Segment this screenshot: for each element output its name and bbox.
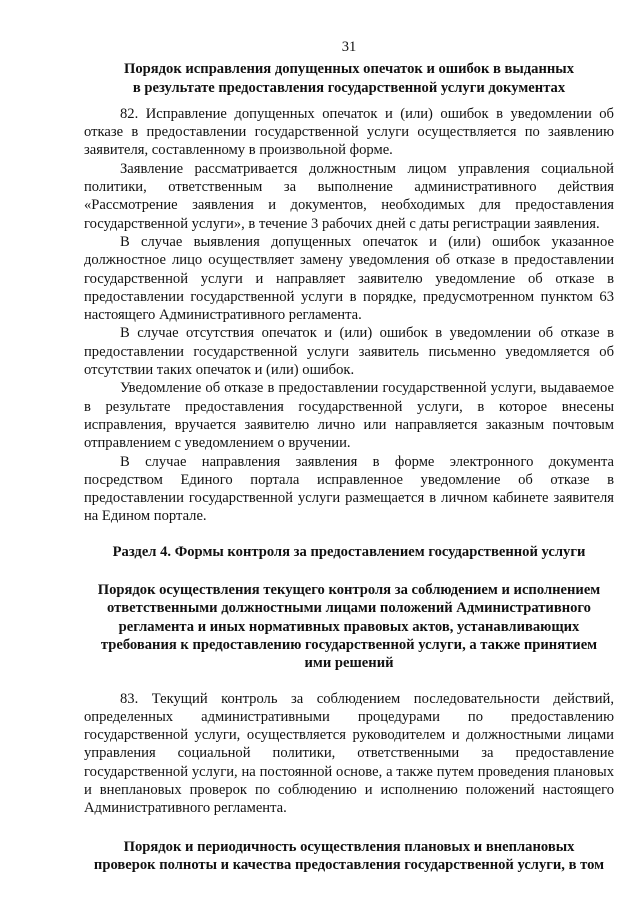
subsection-heading-current-control xyxy=(84,581,614,672)
heading-line: ответственными должностными лицами положений Административного xyxy=(107,600,591,617)
paragraph: В случае выявления допущенных опечаток и (или) ошибок указанное должностное лицо осуществляет замену уведомления об отказе в предоставлении государственной услуги и направляет заявителю уведомление об отказе в предоставлении государственной услуги в порядке, предусмотренном пунктом 63 настоящего Административного регламента. xyxy=(84,233,614,324)
heading-line: ими решений xyxy=(304,655,394,672)
section-4-title: Раздел 4. Формы контроля за предоставлением государственной услуги xyxy=(112,543,586,560)
section-body-corrections xyxy=(84,105,614,526)
section-heading-corrections xyxy=(84,60,614,97)
heading-line: проверок полноты и качества предоставления государственной услуги, в том xyxy=(93,856,605,873)
heading-line: Порядок и периодичность осуществления плановых и внеплановых xyxy=(123,838,575,855)
paragraph: В случае отсутствия опечаток и (или) ошибок в уведомлении об отказе в предоставлении государственной услуги заявитель письменно уведомляется об отсутствии таких опечаток и (или) ошибок. xyxy=(84,325,614,379)
subsection-heading-inspections xyxy=(84,838,614,875)
paragraph: Заявление рассматривается должностным лицом управления социальной политики, ответственным за выполнение административного действия «Рассмотрение заявления и документов, необходимых для предоставления государственной услуги», в течение 3 рабочих дней с даты регистрации заявления. xyxy=(84,160,614,232)
heading-line: регламента и иных нормативных правовых актов, устанавливающих xyxy=(118,618,580,635)
page-number: 31 xyxy=(341,39,357,55)
heading-line: Порядок исправления допущенных опечаток и ошибок в выданных xyxy=(124,61,574,78)
heading-line: Порядок осуществления текущего контроля за соблюдением и исполнением xyxy=(97,582,601,599)
paragraph: Уведомление об отказе в предоставлении государственной услуги, выдаваемое в результате предоставления государственной услуги, в которое внесены исправления, вручается заявителю лично или направляется заказным почтовым отправлением с уведомлением о вручении. xyxy=(84,380,614,452)
paragraph: В случае направления заявления в форме электронного документа посредством Единого портала исправленное уведомление об отказе в предоставлении государственной услуги размещается в личном кабинете заявителя на Едином портале. xyxy=(84,453,614,525)
paragraph-82: 82. Исправление допущенных опечаток и (или) ошибок в уведомлении об отказе в предоставлении государственной услуги осуществляется по заявлению заявителя, составленному в произвольной форме. xyxy=(84,105,614,159)
heading-line: требования к предоставлению государственной услуги, а также принятием xyxy=(100,636,598,653)
heading-line: в результате предоставления государственной услуги документах xyxy=(132,79,566,96)
paragraph-83: 83. Текущий контроль за соблюдением последовательности действий, определенных административными процедурами по предоставлению государственной услуги, осуществляется руководителем и должностными лицами управления социальной политики, ответственными за предоставление государственной услуги, на постоянной основе, а также путем проведения плановых и внеплановых проверок по соблюдению и исполнению положений настоящего Административного регламента. xyxy=(84,690,614,817)
